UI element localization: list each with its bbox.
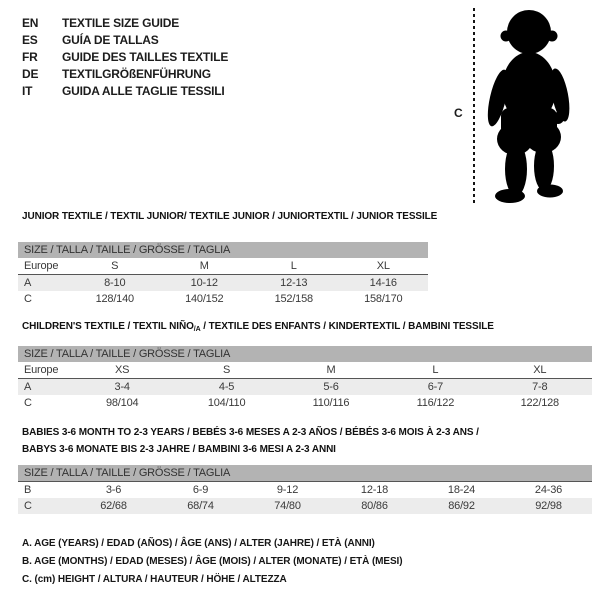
children-size-table — [18, 346, 592, 411]
size-cell: 4-5 — [174, 379, 278, 396]
size-cell: 128/140 — [95, 293, 134, 305]
size-table-header: SIZE / TALLA / TAILLE / GRÖSSE / TAGLIA — [18, 465, 592, 482]
size-cell: 24-36 — [534, 484, 563, 496]
table-row — [18, 498, 592, 514]
size-cell: 140/152 — [185, 293, 224, 305]
table-row — [18, 291, 428, 307]
row-label: B — [24, 484, 32, 496]
language-title: GUIDE DES TAILLES TEXTILE — [62, 50, 229, 64]
language-code: EN — [22, 16, 39, 30]
junior-section-heading: JUNIOR TEXTILE / TEXTIL JUNIOR/ TEXTILE JUNIOR / JUNIORTEXTIL / JUNIOR TESSILE — [22, 211, 438, 222]
babies-size-table — [18, 465, 592, 514]
size-cell: 3-4 — [70, 379, 174, 396]
language-code: FR — [22, 50, 38, 64]
row-label: C — [18, 498, 70, 514]
size-cell: 104/110 — [207, 397, 246, 409]
footnote-a: A. AGE (YEARS) / EDAD (AÑOS) / ÂGE (ANS) / ALTER (JAHRE) / ETÀ (ANNI) — [22, 538, 375, 549]
size-cell: 98/104 — [105, 397, 139, 409]
table-row — [18, 275, 428, 292]
size-cell: 80/86 — [331, 498, 418, 514]
footnotes — [22, 535, 402, 589]
row-label: Europe — [18, 258, 70, 275]
language-title-list — [22, 15, 228, 100]
row-label: A — [18, 379, 70, 396]
size-cell: 116/122 — [416, 397, 455, 409]
table-row — [18, 258, 428, 275]
heading-text: CHILDREN'S TEXTILE / TEXTIL NIÑO — [22, 321, 194, 332]
size-cell: 7-8 — [488, 379, 592, 396]
size-cell: 12-13 — [249, 275, 339, 292]
size-cell: 86/92 — [418, 498, 505, 514]
language-title: GUIDA ALLE TAGLIE TESSILI — [62, 84, 225, 98]
heading-line: BABYS 3-6 MONATE BIS 2-3 JAHRE / BAMBINI 3-6 MESI A 2-3 ANNI — [22, 444, 336, 455]
size-cell: 6-9 — [192, 484, 209, 496]
size-cell: 110/116 — [312, 397, 350, 409]
size-cell: XS — [70, 362, 174, 379]
language-row — [22, 83, 228, 100]
size-cell: 92/98 — [505, 498, 592, 514]
language-row — [22, 32, 228, 49]
size-cell: 18-24 — [447, 484, 476, 496]
size-cell: 68/74 — [157, 498, 244, 514]
size-cell: 158/170 — [364, 293, 403, 305]
babies-section-heading — [22, 424, 582, 458]
table-row — [18, 362, 592, 379]
size-cell: 9-12 — [276, 484, 299, 496]
size-cell: S — [174, 362, 278, 379]
size-cell: 14-16 — [339, 275, 429, 292]
size-cell: 152/158 — [274, 293, 313, 305]
language-title: TEXTILGRÖßENFÜHRUNG — [62, 67, 211, 81]
size-cell: XL — [488, 362, 592, 379]
row-label: C — [24, 293, 32, 305]
size-cell: S — [70, 258, 160, 275]
size-cell: XL — [339, 258, 429, 275]
footnote-b: B. AGE (MONTHS) / EDAD (MESES) / ÂGE (MOIS) / ALTER (MONATE) / ETÀ (MESI) — [22, 556, 403, 567]
size-cell: 3-6 — [105, 484, 122, 496]
size-cell: 10-12 — [160, 275, 250, 292]
language-row — [22, 66, 228, 83]
size-cell: 6-7 — [383, 379, 487, 396]
language-row — [22, 49, 228, 66]
size-cell: 5-6 — [279, 379, 383, 396]
size-table-header: SIZE / TALLA / TAILLE / GRÖSSE / TAGLIA — [18, 346, 592, 362]
size-cell: 12-18 — [360, 484, 389, 496]
table-row — [18, 379, 592, 396]
language-code: ES — [22, 33, 38, 47]
height-measure-line — [473, 8, 475, 206]
row-label: Europe — [18, 362, 70, 379]
row-label: C — [24, 397, 32, 409]
footnote-c: C. (cm) HEIGHT / ALTURA / HAUTEUR / HÖHE / ALTEZZA — [22, 574, 287, 585]
baby-silhouette-icon — [481, 6, 577, 206]
height-measure-label: C — [454, 106, 463, 120]
heading-line: BABIES 3-6 MONTH TO 2-3 YEARS / BEBÉS 3-6 MESES A 2-3 AÑOS / BÉBÉS 3-6 MOIS À 2-3 ANS / — [22, 427, 479, 438]
language-code: IT — [22, 84, 33, 98]
size-cell: M — [160, 258, 250, 275]
size-cell: 8-10 — [70, 275, 160, 292]
size-cell: 122/128 — [520, 397, 559, 409]
table-row — [18, 395, 592, 411]
size-cell: 74/80 — [244, 498, 331, 514]
language-code: DE — [22, 67, 39, 81]
row-label: A — [18, 275, 70, 292]
size-cell: L — [249, 258, 339, 275]
junior-size-table — [18, 242, 428, 307]
language-title: TEXTILE SIZE GUIDE — [62, 16, 180, 30]
size-cell: M — [279, 362, 383, 379]
size-table-header: SIZE / TALLA / TAILLE / GRÖSSE / TAGLIA — [18, 242, 428, 258]
table-row — [18, 482, 592, 499]
children-section-heading — [22, 321, 494, 333]
size-cell: L — [383, 362, 487, 379]
heading-subscript: /A — [193, 326, 201, 333]
heading-text: / TEXTILE DES ENFANTS / KINDERTEXTIL / BAMBINI TESSILE — [200, 321, 494, 332]
language-title: GUÍA DE TALLAS — [62, 33, 159, 47]
size-cell: 62/68 — [70, 498, 157, 514]
language-row — [22, 15, 228, 32]
